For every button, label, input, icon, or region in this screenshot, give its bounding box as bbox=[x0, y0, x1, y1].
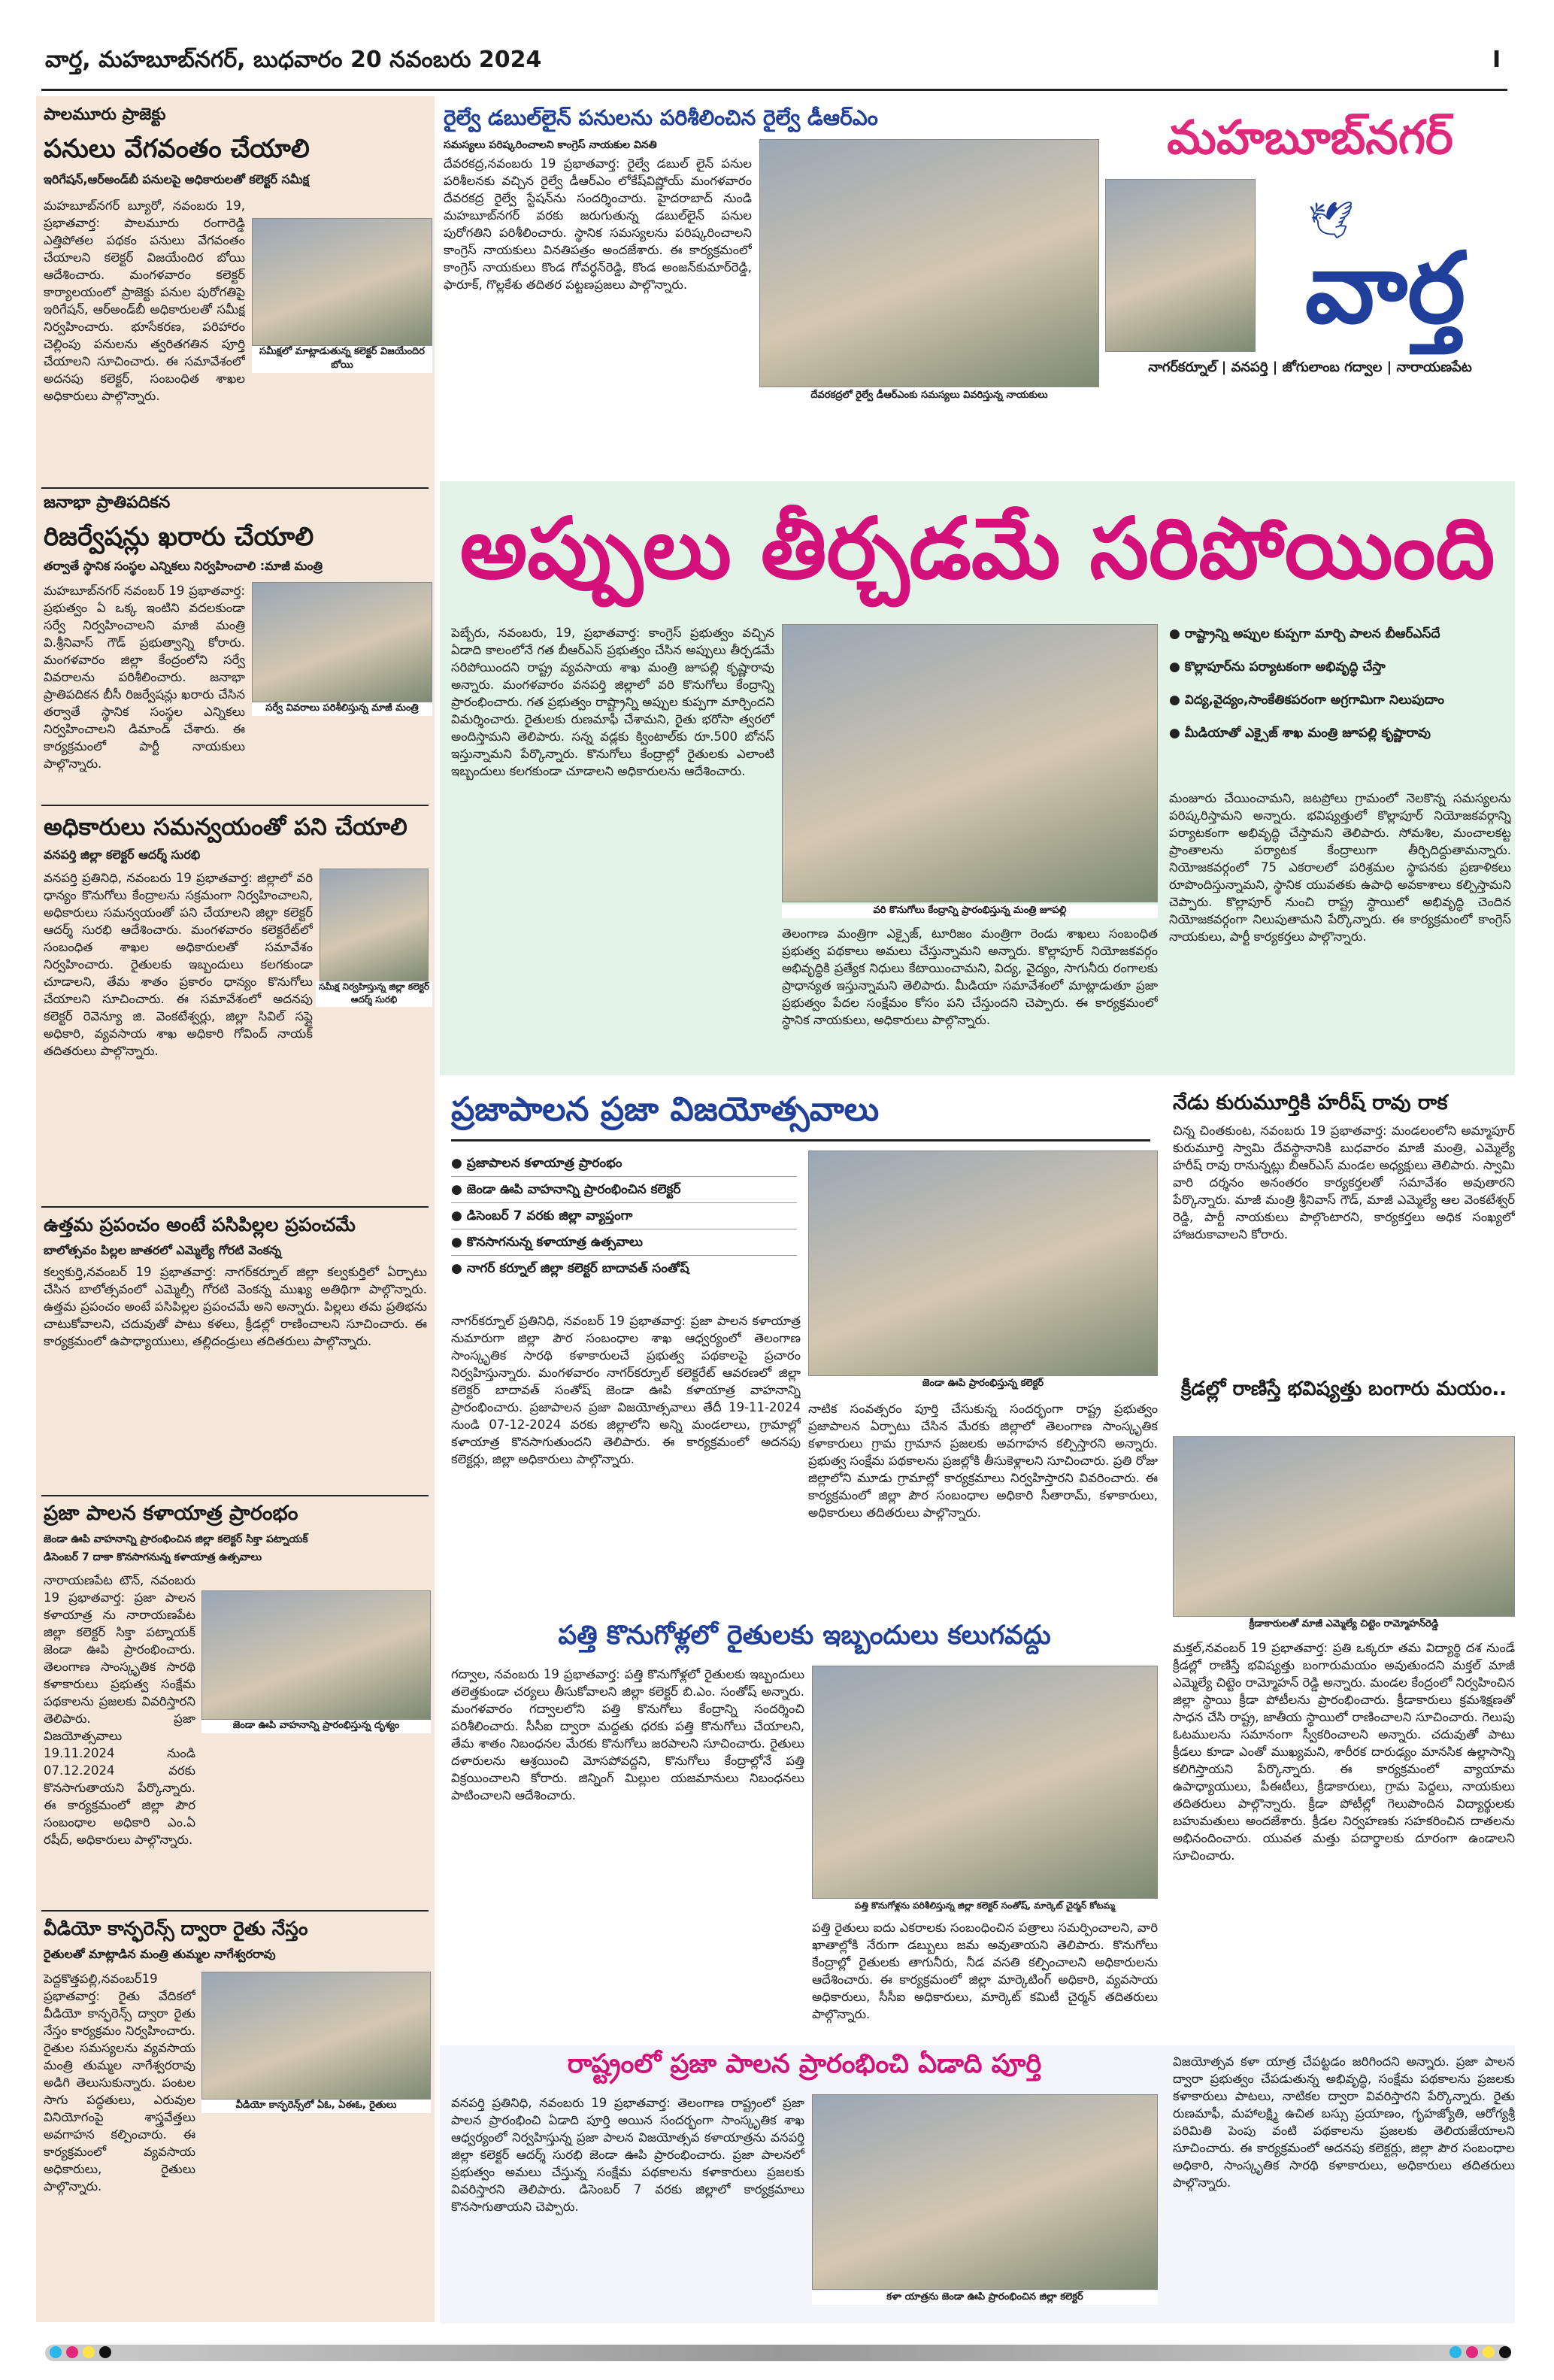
footer-dots-right bbox=[1376, 2346, 1511, 2360]
prajapalana-bullet: ● ప్రజాపాలన కళాయాత్ర ప్రారంభం bbox=[451, 1151, 797, 1177]
cotton-title: పత్తి కొనుగోళ్లలో రైతులకు ఇబ్బందులు కలుగవద్దు bbox=[558, 1621, 1051, 1651]
right-a2-caption: క్రీడాకారులతో మాజీ ఎమ్మెల్యే చిట్టెం రామ్మోహన్‌రెడ్డి bbox=[1173, 1618, 1515, 1632]
railway-title: రైల్వే డబుల్‌లైన్ పనులను పరిశీలించిన రైల్వే డీఆర్‌ఎం bbox=[444, 105, 878, 130]
left-a2-title: రిజర్వేషన్లు ఖరారు చేయాలి bbox=[44, 522, 314, 552]
bottom-photo bbox=[812, 2094, 1158, 2290]
left-a3-sub: వనపర్తి జిల్లా కలెక్టర్ ఆదర్శ్ సురభి bbox=[44, 847, 201, 862]
cotton-photo bbox=[812, 1666, 1158, 1899]
left-a3-photo bbox=[320, 869, 429, 981]
left-a1-title: పనులు వేగవంతం చేయాలి bbox=[44, 134, 310, 164]
lead-bullet: ● రాష్ట్రాన్ని అప్పుల కుప్పగా మార్చి పాలన బీఆర్‌ఎస్‌దే bbox=[1169, 624, 1511, 644]
cotton-body-1: గద్వాల, నవంబరు 19 ప్రభాతవార్త: పత్తి కొనుగోళ్లలో రైతులకు ఇబ్బందులు తలెత్తకుండా చర్యలు తీసుకోవాలని జిల్లా కలెక్టర్ బి.ఎం. సంతోష్ అన్నారు. మంగళవారం గద్వాలలోని పత్తి కొనుగోలు కేంద్రాన్ని సందర్శించి పరిశీలించారు. సీసీఐ ద్వారా మద్దతు ధరకు పత్తి కొనుగోలు చేయాలని, తేమ శాతం నిబంధనల మేరకు కొనుగోలు జరపాలని సూచించారు. రైతులు దళారులను ఆశ్రయించి మోసపోవద్దని, కొనుగోలు కేంద్రాల్లోనే పత్తి విక్రయించాలని కోరారు. జిన్నింగ్ మిల్లుల యజమానులు నిబంధనలు పాటించాలని ఆదేశించారు. bbox=[451, 1667, 804, 1802]
railway-body: దేవరకద్ర,నవంబరు 19 ప్రభాతవార్త: రైల్వే డబుల్ లైన్ పనుల పరిశీలనకు వచ్చిన రైల్వే డీఆర్‌ఎం లోకేష్‌విష్ణోయ్ మంగళవారం దేవరకద్ర రైల్వే స్టేషన్‌ను సందర్శించారు. హైదరాబాద్ నుండి మహబూబ్‌నగర్ వరకు జరుగుతున్న డబుల్‌లైన్ పనుల పురోగతిని పరిశీలించారు. స్థానిక సమస్యలను పరిష్కరించాలని కాంగ్రెస్ నాయకులు వినతిపత్రం అందజేశారు. ఈ కార్యక్రమంలో కాంగ్రెస్ నాయకులు కొండ గోవర్ధన్‌రెడ్డి, కొండ అంజన్‌కుమార్‌రెడ్డి, ఫారూక్, గొల్లకేశు తదితర పట్టణప్రజలు పాల్గొన్నారు. bbox=[444, 156, 752, 292]
masthead-dam-photo bbox=[1105, 179, 1256, 352]
footer-color-bar bbox=[45, 2345, 1511, 2361]
left-a2-caption: సర్వే వివరాలు పరిశీలిస్తున్న మాజీ మంత్రి bbox=[252, 702, 432, 716]
prajapalana-caption: జెండా ఊపి ప్రారంభిస్తున్న కలెక్టర్ bbox=[808, 1378, 1158, 1391]
left-a1-sub: ఇరిగేషన్,ఆర్‌అండ్‌బీ పనులపై అధికారులతో కలెక్టర్ సమీక్ష bbox=[44, 172, 310, 186]
left-a5-body: నారాయణపేట టౌన్, నవంబరు 19 ప్రభాతవార్త: ప్రజా పాలన కళాయాత్ర ను నారాయణపేట జిల్లా కలెక్టర్ సిక్తా పట్నాయక్ జెండా ఊపి ప్రారంభించారు. తెలంగాణ సాంస్కృతిక సారథి కళాకారులు ప్రభుత్వ సంక్షేమ పథకాలను ప్రజలకు వివరిస్తారని తెలిపారు. ప్రజా విజయోత్సవాలు 19.11.2024 నుండి 07.12.2024 వరకు కొనసాగుతాయని పేర్కొన్నారు. ఈ కార్యక్రమంలో జిల్లా పౌర సంబంధాల అధికారి ఎం.ఏ రషీద్, అధికారులు పాల్గొన్నారు. bbox=[44, 1573, 195, 1847]
prajapalana-rule bbox=[451, 1139, 1150, 1141]
prajapalana-bullet: ● నాగర్ కర్నూల్ జిల్లా కలెక్టర్ బాదావత్ సంతోష్ bbox=[451, 1256, 797, 1281]
left-a1-body: మహబూబ్‌నగర్ బ్యూరో, నవంబరు 19, ప్రభాతవార్త: పాలమూరు రంగారెడ్డి ఎత్తిపోతల పథకం పనులు వేగవంతం చేయాలని కలెక్టర్ విజయేందిర బోయి ఆదేశించారు. మంగళవారం కలెక్టర్ కార్యాలయంలో ప్రాజెక్టు పనుల పురోగతిపై ఇరిగేషన్, ఆర్‌అండ్‌బీ అధికారులతో సమీక్ష నిర్వహించారు. భూసేకరణ, పరిహారం చెల్లింపు పనులను త్వరితగతిన పూర్తి చేయాలని సూచించారు. ఈ సమావేశంలో అదనపు కలెక్టర్, సంబంధిత శాఖల అధికారులు పాల్గొన్నారు. bbox=[44, 199, 245, 403]
left-a2-body: మహబూబ్‌నగర్ నవంబర్ 19 ప్రభాతవార్త: ప్రభుత్వం ఏ ఒక్క ఇంటిని వదలకుండా సర్వే నిర్వహించాలని మాజీ మంత్రి వి.శ్రీనివాస్ గౌడ్ ప్రభుత్వాన్ని కోరారు. మంగళవారం జిల్లా కేంద్రంలోని సర్వే వివరాలను పరిశీలించారు. జనాభా ప్రాతిపదికన బీసీ రిజర్వేషన్లు ఖరారు చేసిన తర్వాతే స్థానిక సంస్థల ఎన్నికలు నిర్వహించాలని డిమాండ్ చేశారు. ఈ కార్యక్రమంలో పార్టీ నాయకులు పాల్గొన్నారు. bbox=[44, 584, 245, 771]
page-number: I bbox=[1492, 47, 1501, 73]
lead-body-3: మంజూరు చేయించామని, జటప్రోలు గ్రామంలో నెలకొన్న సమస్యలను పరిష్కరిస్తామని అన్నారు. భవిష్యత్తులో కొల్లాపూర్ నియోజకవర్గాన్ని పర్యాటకంగా అభివృద్ధి చేస్తామని తెలిపారు. సోమశిల, మంచాలకట్ట ప్రాంతాలను పర్యాటక కేంద్రాలుగా తీర్చిదిద్దుతామన్నారు. నియోజకవర్గంలో 75 ఎకరాలలో పరిశ్రమల స్థాపనకు ప్రణాళికలు రూపొందిస్తున్నామని, స్థానిక యువతకు ఉపాధి అవకాశాలు కల్పిస్తామని చెప్పారు. కొల్లాపూర్ నుంచి రాష్ట్ర స్థాయిలో అభివృద్ధి చెందిన నియోజకవర్గంగా నిలుపుతామని పేర్కొన్నారు. ఈ కార్యక్రమంలో కాంగ్రెస్ నాయకులు, పార్టీ కార్యకర్తలు పాల్గొన్నారు. bbox=[1169, 791, 1511, 944]
left-divider-3 bbox=[41, 1206, 429, 1208]
prajapalana-photo bbox=[808, 1151, 1158, 1376]
right-a1-body: చిన్న చింతకుంట, నవంబరు 19 ప్రభాతవార్త: మండలంలోని అమ్మాపూర్ కురుమూర్తి స్వామి దేవస్థానానికి బుధవారం మాజీ మంత్రి, ఎమ్మెల్యే హరీష్ రావు రానున్నట్లు బీఆర్‌ఎస్ మండల అధ్యక్షులు తెలిపారు. స్వామి వారి దర్శనం అనంతరం కార్యకర్తలతో సమావేశం అవుతారని పేర్కొన్నారు. మాజీ మంత్రి శ్రీనివాస్ గౌడ్, మాజీ ఎమ్మెల్యే ఆల వెంకటేశ్వర్ రెడ్డి, పార్టీ నాయకులు పాల్గొంటారని, కార్యకర్తలు అధిక సంఖ్యలో హాజరుకావాలని కోరారు. bbox=[1173, 1123, 1515, 1242]
prajapalana-body-2: నాటిక సంవత్సరం పూర్తి చేసుకున్న సందర్భంగా రాష్ట్ర ప్రభుత్వం ప్రజాపాలన ఏర్పాటు చేసిన మేరకు జిల్లాలో తెలంగాణ సాంస్కృతిక కళాకారులు గ్రామ గ్రామాన ప్రజలకు అవగాహన కల్పిస్తారని అన్నారు. ప్రభుత్వ సంక్షేమ పథకాలను ప్రజల్లోకి తీసుకెళ్లాలని సూచించారు. ప్రతి రోజు జిల్లాలోని మూడు గ్రామాల్లో కార్యక్రమాలు నిర్వహిస్తారని వివరించారు. ఈ కార్యక్రమంలో జిల్లా పౌర సంబంధాల అధికారి సీతారామ్, కళాకారులు, అధికారులు తదితరులు పాల్గొన్నారు. bbox=[808, 1402, 1158, 1520]
left-a1-photo bbox=[252, 218, 432, 346]
dateline: వార్త, మహబూబ్‌నగర్, బుధవారం 20 నవంబరు 2024 bbox=[45, 47, 542, 73]
lead-caption: వరి కొనుగోలు కేంద్రాన్ని ప్రారంభిస్తున్న మంత్రి జూపల్లి bbox=[782, 905, 1158, 918]
header-rule bbox=[41, 89, 1507, 91]
left-a3-caption: సమీక్ష నిర్వహిస్తున్న జిల్లా కలెక్టర్ ఆదర్శ్ సురభి bbox=[316, 981, 432, 1007]
left-a4-sub: బాలోత్సవం పిల్లల జాతరలో ఎమ్మెల్యే గోరటి వెంకన్న bbox=[44, 1243, 282, 1257]
left-a3-title: అధికారులు సమన్వయంతో పని చేయాలి bbox=[44, 814, 407, 841]
lead-bullet: ● కొల్లాపూర్‌ను పర్యాటకంగా అభివృద్ధి చేస్తా bbox=[1169, 657, 1511, 677]
left-a6-title: వీడియో కాన్ఫరెన్స్ ద్వారా రైతు నేస్తం bbox=[44, 1918, 308, 1939]
left-a4-body: కల్వకుర్తి,నవంబర్ 19 ప్రభాతవార్త: నాగర్‌కర్నూల్ జిల్లా కల్వకుర్తిలో ఏర్పాటు చేసిన బాలోత్సవంలో ఎమ్మెల్సీ గోరటి వెంకన్న ముఖ్య అతిథిగా పాల్గొన్నారు. ఉత్తమ ప్రపంచం అంటే పసిపిల్లల ప్రపంచమే అని అన్నారు. పిల్లలు తమ ప్రతిభను చాటుకోవాలని, చదువుతో పాటు కళలు, క్రీడల్లో రాణించాలని సూచించారు. ఈ కార్యక్రమంలో ఉపాధ్యాయులు, తల్లిదండ్రులు తదితరులు పాల్గొన్నారు. bbox=[44, 1265, 427, 1348]
right-a2-body: మక్తల్,నవంబర్ 19 ప్రభాతవార్త: ప్రతి ఒక్కరూ తమ విద్యార్థి దశ నుండే క్రీడల్లో రాణిస్తే భవిష్యత్తు బంగారుమయం అవుతుందని మక్తల్ మాజీ ఎమ్మెల్యే చిట్టెం రామ్మోహన్ రెడ్డి అన్నారు. మండల కేంద్రంలో నిర్వహించిన జిల్లా స్థాయి క్రీడా పోటీలను ప్రారంభించారు. క్రీడాకారులు క్రమశిక్షణతో సాధన చేసి రాష్ట్ర, జాతీయ స్థాయిలో రాణించాలని సూచించారు. గెలుపు ఓటములను సమానంగా స్వీకరించాలని అన్నారు. చదువుతో పాటు క్రీడలు కూడా ఎంతో ముఖ్యమని, శారీరక దారుఢ్యం మానసిక ఉల్లాసాన్ని కలిగిస్తాయని పేర్కొన్నారు. ఈ కార్యక్రమంలో వ్యాయామ ఉపాధ్యాయులు, పీఈటీలు, క్రీడాకారులు, గ్రామ పెద్దలు, నాయకులు తదితరులు పాల్గొన్నారు. క్రీడా పోటీల్లో గెలుపొందిన విద్యార్థులకు బహుమతులు అందజేశారు. క్రీడల నిర్వహణకు సహకరించిన దాతలను అభినందించారు. యువత మత్తు పదార్థాలకు దూరంగా ఉండాలని సూచించారు. bbox=[1173, 1641, 1515, 1863]
bottom-caption: కళా యాత్రను జెండా ఊపి ప్రారంభించిన జిల్లా కలెక్టర్ bbox=[812, 2291, 1158, 2305]
lead-bullets bbox=[1169, 624, 1511, 743]
cotton-caption: పత్తి కొనుగోళ్లను పరిశీలిస్తున్న జిల్లా కలెక్టర్ సంతోష్, మార్కెట్ చైర్మన్ కోటమ్మ bbox=[812, 1900, 1158, 1913]
left-divider-2 bbox=[41, 805, 429, 806]
railway-photo bbox=[759, 139, 1099, 387]
left-a5-title: ప్రజా పాలన కళాయాత్ర ప్రారంభం bbox=[44, 1502, 298, 1525]
masthead-region: మహబూబ్‌నగర్ bbox=[1167, 110, 1453, 165]
left-a6-body: పెద్దకొత్తపల్లి,నవంబర్19 ప్రభాతవార్త: రైతు వేదికలో వీడియో కాన్ఫరెన్స్ ద్వారా రైతు నేస్తం కార్యక్రమం నిర్వహించారు. రైతుల సమస్యలను వ్యవసాయ మంత్రి తుమ్మల నాగేశ్వరరావు అడిగి తెలుసుకున్నారు. పంటల సాగు పద్ధతులు, ఎరువుల వినియోగంపై శాస్త్రవేత్తలు అవగాహన కల్పించారు. ఈ కార్యక్రమంలో వ్యవసాయ అధికారులు, రైతులు పాల్గొన్నారు. bbox=[44, 1972, 195, 2194]
left-a1-caption: సమీక్షలో మాట్లాడుతున్న కలెక్టర్ విజయేందిర బోయి bbox=[252, 346, 432, 373]
bottom-title: రాష్ట్రంలో ప్రజా పాలన ప్రారంభించి ఏడాది పూర్తి bbox=[567, 2049, 1042, 2079]
footer-dots-left bbox=[50, 2346, 200, 2360]
prajapalana-title: ప్రజాపాలన ప్రజా విజయోత్సవాలు bbox=[451, 1090, 880, 1129]
left-a4-title: ఉత్తమ ప్రపంచం అంటే పసిపిల్లల ప్రపంచమే bbox=[44, 1214, 356, 1235]
right-a2-title: క్రీడల్లో రాణిస్తే భవిష్యత్తు బంగారు మయం.. bbox=[1180, 1378, 1507, 1400]
lead-bullet: ● విద్య,వైద్యం,సాంకేతికపరంగా అగ్రగామిగా నిలుపుదాం bbox=[1169, 690, 1511, 710]
left-a5-sub: జెండా ఊపి వాహనాన్ని ప్రారంభించిన జిల్లా కలెక్టర్ సిక్తా పట్నాయక్ bbox=[44, 1533, 308, 1545]
left-a5-sub2: డిసెంబర్ 7 దాకా కొనసాగనున్న కళాయాత్ర ఉత్సవాలు bbox=[44, 1551, 262, 1563]
prajapalana-bullets bbox=[451, 1151, 797, 1281]
bottom-body-1: వనపర్తి ప్రతినిధి, నవంబరు 19 ప్రభాతవార్త: తెలంగాణ రాష్ట్రంలో ప్రజా పాలన ప్రారంభించి ఏడాది పూర్తి అయిన సందర్భంగా సాంస్కృతిక శాఖ ఆధ్వర్యంలో నిర్వహిస్తున్న ప్రజా పాలన విజయోత్సవ కళాయాత్రను వనపర్తి జిల్లా కలెక్టర్ ఆదర్శ్ సురభి జెండా ఊపి ప్రారంభించారు. ప్రజా పాలనలో ప్రభుత్వం అమలు చేస్తున్న సంక్షేమ పథకాలను కళాకారులు ప్రజలకు వివరిస్తారని తెలిపారు. డిసెంబర్ 7 వరకు జిల్లాలో కార్యక్రమాలు కొనసాగుతాయని చెప్పారు. bbox=[451, 2096, 804, 2214]
right-a2-photo bbox=[1173, 1436, 1515, 1617]
left-a2-photo bbox=[252, 582, 432, 702]
cotton-body-2: పత్తి రైతులు ఐదు ఎకరాలకు సంబంధించిన పత్రాలు సమర్పించాలని, వారి ఖాతాల్లోకి నేరుగా డబ్బులు జమ అవుతాయని తెలిపారు. కొనుగోలు కేంద్రాల్లో రైతులకు తాగునీరు, నీడ వసతి కల్పించాలని అధికారులను ఆదేశించారు. ఈ కార్యక్రమంలో జిల్లా మార్కెటింగ్ అధికారి, వ్యవసాయ అధికారులు, సీసీఐ అధికారులు, మార్కెట్ కమిటీ చైర్మన్ తదితరులు పాల్గొన్నారు. bbox=[812, 1921, 1158, 2021]
left-divider-4 bbox=[41, 1495, 429, 1496]
masthead-districts: నాగర్‌కర్నూల్ | వనపర్తి | జోగులాంబ గద్వాల | నారాయణపేట bbox=[1148, 359, 1472, 375]
left-a5-caption: జెండా ఊపి వాహనాన్ని ప్రారంభిస్తున్న దృశ్యం bbox=[201, 1720, 431, 1733]
masthead-brand: వార్త bbox=[1304, 231, 1466, 345]
lead-body-1: పెబ్బేరు, నవంబరు, 19, ప్రభాతవార్త: కాంగ్రెస్ ప్రభుత్వం వచ్చిన ఏడాది కాలంలోనే గత బీఆర్‌ఎస్ ప్రభుత్వం చేసిన అప్పులు తీర్చడమే సరిపోయిందని రాష్ట్ర వ్యవసాయ శాఖ మంత్రి జూపల్లి కృష్ణారావు అన్నారు. మంగళవారం వనపర్తి జిల్లాలో వరి కొనుగోలు కేంద్రాన్ని ప్రారంభించారు. గత ప్రభుత్వం రాష్ట్రాన్ని అప్పుల కుప్పగా మార్చిందని విమర్శించారు. రైతులకు రుణమాఫీ చేశామని, రైతు భరోసా త్వరలో అందిస్తామని తెలిపారు. సన్న వడ్లకు క్వింటాల్‌కు రూ.500 బోనస్ ఇస్తున్నామని పేర్కొన్నారు. కొనుగోలు కేంద్రాల్లో రైతులకు ఎలాంటి ఇబ్బందులు కలగకుండా చూడాలని అధికారులను ఆదేశించారు. bbox=[451, 626, 774, 778]
prajapalana-bullet: ● జెండా ఊపి వాహనాన్ని ప్రారంభించిన కలెక్టర్ bbox=[451, 1177, 797, 1203]
left-a6-sub: రైతులతో మాట్లాడిన మంత్రి తుమ్మల నాగేశ్వరరావు bbox=[44, 1947, 276, 1961]
left-a5-photo bbox=[201, 1590, 431, 1720]
lead-headline: అప్పులు తీర్చడమే సరిపోయింది bbox=[459, 500, 1495, 598]
prajapalana-bullet: ● కొనసాగనున్న కళాయాత్ర ఉత్సవాలు bbox=[451, 1229, 797, 1256]
prajapalana-bullet: ● డిసెంబర్ 7 వరకు జిల్లా వ్యాప్తంగా bbox=[451, 1203, 797, 1229]
left-divider-1 bbox=[41, 487, 429, 489]
lead-bullet: ● మీడియాతో ఎక్సైజ్ శాఖ మంత్రి జూపల్లి కృష్ణారావు bbox=[1169, 723, 1511, 743]
right-a1-title: నేడు కురుమూర్తికి హరీష్ రావు రాక bbox=[1173, 1091, 1448, 1114]
left-a2-kicker: జనాభా ప్రాతిపదికన bbox=[44, 493, 171, 512]
left-a3-body: వనపర్తి ప్రతినిధి, నవంబరు 19 ప్రభాతవార్త: జిల్లాలో వరి ధాన్యం కొనుగోలు కేంద్రాలను సక్రమంగా నిర్వహించాలని, అధికారులు సమన్వయంతో పని చేయాలని జిల్లా కలెక్టర్ ఆదర్శ్ సురభి ఆదేశించారు. మంగళవారం కలెక్టరేట్‌లో సంబంధిత శాఖల అధికారులతో సమావేశం నిర్వహించారు. రైతులకు ఇబ్బందులు కలగకుండా చూడాలని, తేమ శాతం ప్రకారం ధాన్యం కొనుగోలు చేయాలని సూచించారు. ఈ సమావేశంలో అదనపు కలెక్టర్ రెవెన్యూ జి. వెంకటేశ్వర్లు, జిల్లా సివిల్ సప్లై అధికారి, వ్యవసాయ శాఖ అధికారి గోవింద్ నాయక్ తదితరులు పాల్గొన్నారు. bbox=[44, 871, 313, 1058]
left-a6-caption: వీడియో కాన్ఫరెన్స్‌లో ఏఓ, ఏఈఓ, రైతులు bbox=[201, 2100, 431, 2113]
bottom-body-2: విజయోత్సవ కళా యాత్ర చేపట్టడం జరిగిందని అన్నారు. ప్రజా పాలన ద్వారా ప్రభుత్వం చేపడుతున్న అభివృద్ధి, సంక్షేమ పథకాలను ప్రజలకు కళాకారులు పాటలు, నాటికల ద్వారా వివరిస్తారని పేర్కొన్నారు. రైతు రుణమాఫీ, మహాలక్ష్మి ఉచిత బస్సు ప్రయాణం, గృహజ్యోతి, ఆరోగ్యశ్రీ పరిమితి పెంపు వంటి పథకాలను ప్రజలకు తెలియజేయాలని సూచించారు. ఈ కార్యక్రమంలో అదనపు కలెక్టర్లు, జిల్లా పౌర సంబంధాల అధికారి, సాంస్కృతిక సారథి కళాకారులు, అధికారులు తదితరులు పాల్గొన్నారు. bbox=[1173, 2054, 1515, 2190]
left-divider-5 bbox=[41, 1910, 429, 1912]
railway-caption: దేవరకద్రలో రైల్వే డీఆర్‌ఎంకు సమస్యలు వివరిస్తున్న నాయకులు bbox=[759, 390, 1099, 403]
left-a1-kicker: పాలమూరు ప్రాజెక్టు bbox=[44, 105, 166, 124]
prajapalana-body-1: నాగర్‌కర్నూల్ ప్రతినిధి, నవంబర్ 19 ప్రభాతవార్త: ప్రజా పాలన కళాయాత్ర నుమారుగా జిల్లా పౌర సంబంధాల శాఖ ఆధ్వర్యంలో తెలంగాణ సాంస్కృతిక సారథి కళాకారులచే ప్రభుత్వ పథకాలపై ప్రచారం నిర్వహిస్తున్నారు. మంగళవారం నాగర్‌కర్నూల్ కలెక్టరేట్ ఆవరణలో జిల్లా కలెక్టర్ బాదావత్ సంతోష్ జెండా ఊపి కళాయాత్ర వాహనాన్ని ప్రారంభించారు. ప్రజాపాలన ప్రజా విజయోత్సవాలు తేదీ 19-11-2024 నుండి 07-12-2024 వరకు జిల్లాలోని అన్ని మండలాలు, గ్రామాల్లో కళాయాత్ర కొనసాగుతుందని తెలిపారు. ఈ కార్యక్రమంలో అదనపు కలెక్టర్లు, జిల్లా అధికారులు పాల్గొన్నారు. bbox=[451, 1314, 801, 1466]
left-a2-sub: తర్వాతే స్థానిక సంస్థల ఎన్నికలు నిర్వహించాలి :మాజీ మంత్రి bbox=[44, 559, 323, 573]
masthead bbox=[1105, 96, 1515, 476]
railway-sub: సమస్యలు పరిష్కరించాలని కాంగ్రెస్ నాయకుల వినతి bbox=[444, 139, 657, 151]
lead-body-2: తెలంగాణ మంత్రిగా ఎక్సైజ్, టూరిజం మంత్రిగా రెండు శాఖలు సంబంధిత ప్రభుత్వ పథకాలు అమలు చేస్తున్నామని అన్నారు. కొల్లాపూర్ నియోజకవర్గం అభివృద్ధికి ప్రత్యేక నిధులు కేటాయించామని, విద్య, వైద్యం, సాగునీరు రంగాలకు ప్రాధాన్యత ఇస్తున్నామని తెలిపారు. మీడియా సమావేశంలో మాట్లాడుతూ ప్రజా ప్రభుత్వం పేదల సంక్షేమం కోసం పని చేస్తుందని చెప్పారు. ఈ కార్యక్రమంలో స్థానిక నాయకులు, అధికారులు పాల్గొన్నారు. bbox=[782, 926, 1158, 1027]
left-a6-photo bbox=[201, 1972, 431, 2100]
masthead-bird-icon: 🕊 bbox=[1308, 199, 1354, 241]
lead-photo bbox=[782, 624, 1158, 902]
